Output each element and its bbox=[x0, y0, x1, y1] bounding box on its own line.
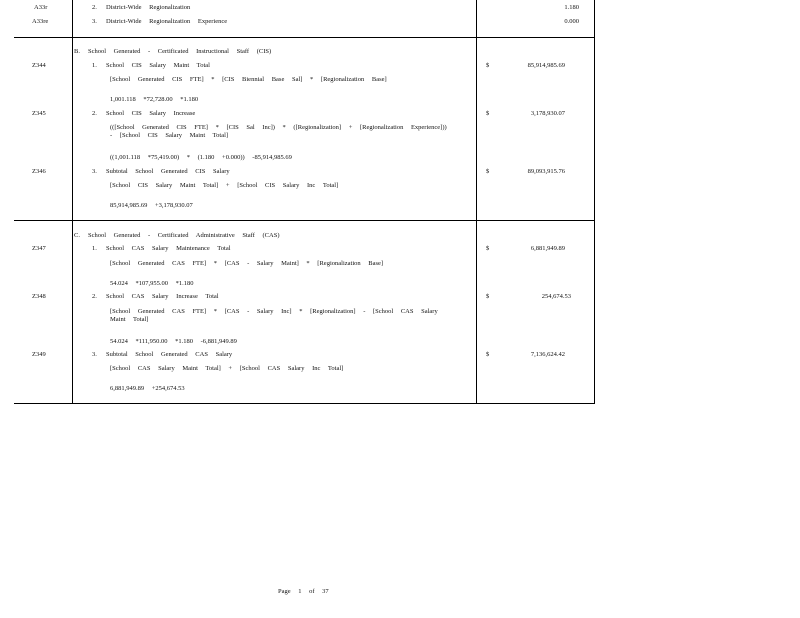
row-title: Subtotal School Generated CAS Salary bbox=[106, 351, 233, 358]
row-title: School CAS Salary Increase Total bbox=[106, 293, 219, 300]
section-divider-c bbox=[14, 220, 594, 221]
row-formula: [School Generated CAS FTE] * [CAS - Salary Inc] * [Regionalization] - [School CAS Salary Maint Total] bbox=[110, 308, 438, 323]
row-number: 2. bbox=[92, 293, 97, 300]
section-divider-b bbox=[14, 37, 594, 38]
right-border bbox=[594, 0, 595, 404]
dollar-sign: $ bbox=[486, 245, 490, 252]
row-number: 2. bbox=[92, 4, 97, 11]
table-bottom-border bbox=[14, 403, 594, 404]
row-code: Z346 bbox=[32, 168, 46, 175]
row-code: Z348 bbox=[32, 293, 46, 300]
row-value: 3,178,930.07 bbox=[530, 110, 565, 117]
dollar-sign: $ bbox=[486, 168, 490, 175]
row-title: School CIS Salary Increase bbox=[106, 110, 196, 117]
row-value: 0.000 bbox=[564, 18, 579, 25]
row-code: A33re bbox=[32, 18, 49, 25]
row-number: 2. bbox=[92, 110, 97, 117]
row-formula: [School CAS Salary Maint Total] + [School CAS Salary Inc Total] bbox=[110, 365, 344, 372]
row-code: Z344 bbox=[32, 62, 46, 69]
row-number: 1. bbox=[92, 62, 97, 69]
row-title: Subtotal School Generated CIS Salary bbox=[106, 168, 230, 175]
row-number: 3. bbox=[92, 351, 97, 358]
row-description: District-Wide Regionalization Experience bbox=[106, 18, 228, 25]
row-code: Z345 bbox=[32, 110, 46, 117]
section-title: School Generated - Certificated Administrative Staff (CAS) bbox=[88, 232, 280, 239]
row-value: 1.180 bbox=[564, 4, 579, 11]
section-letter: B. bbox=[74, 48, 80, 55]
dollar-sign: $ bbox=[486, 110, 490, 117]
row-calculation: 54.024 *107,955.00 *1.180 bbox=[110, 280, 194, 287]
row-number: 1. bbox=[92, 245, 97, 252]
dollar-sign: $ bbox=[486, 351, 490, 358]
row-formula: [School CIS Salary Maint Total] + [School CIS Salary Inc Total] bbox=[110, 182, 339, 189]
row-number: 3. bbox=[92, 168, 97, 175]
page-number: Page 1 of 37 bbox=[278, 588, 329, 595]
section-letter: C. bbox=[74, 232, 80, 239]
row-code: A33r bbox=[34, 4, 48, 11]
row-value: 254,674.53 bbox=[541, 293, 571, 300]
row-title: School CIS Salary Maint Total bbox=[106, 62, 210, 69]
row-formula: (([School Generated CIS FTE] * [CIS Sal Inc]) * ([Regionalization] + [Regionalization Experience])) - [School CIS Salary Maint Total] bbox=[110, 124, 447, 139]
dollar-sign: $ bbox=[486, 293, 490, 300]
row-value: 85,914,985.69 bbox=[527, 62, 565, 69]
row-value: 6,881,949.89 bbox=[530, 245, 565, 252]
row-formula: [School Generated CAS FTE] * [CAS - Salary Maint] * [Regionalization Base] bbox=[110, 260, 384, 267]
row-formula: [School Generated CIS FTE] * [CIS Biennial Base Sal] * [Regionalization Base] bbox=[110, 76, 387, 83]
row-number: 3. bbox=[92, 18, 97, 25]
row-calculation: 54.024 *111,950.00 *1.180 -6,881,949.89 bbox=[110, 338, 237, 345]
row-calculation: 85,914,985.69 +3,178,930.07 bbox=[110, 202, 193, 209]
row-calculation: 1,001.118 *72,728.00 *1.180 bbox=[110, 96, 199, 103]
row-calculation: ((1,001.118 *75,419.00) * (1.180 +0.000)) -85,914,985.69 bbox=[110, 154, 292, 161]
dollar-sign: $ bbox=[486, 62, 490, 69]
section-title: School Generated - Certificated Instructional Staff (CIS) bbox=[88, 48, 272, 55]
row-value: 7,136,624.42 bbox=[530, 351, 565, 358]
row-description: District-Wide Regionalization bbox=[106, 4, 191, 11]
value-column-divider bbox=[476, 0, 477, 404]
code-column-divider bbox=[72, 0, 73, 404]
row-code: Z349 bbox=[32, 351, 46, 358]
row-value: 89,093,915.76 bbox=[527, 168, 565, 175]
row-calculation: 6,881,949.89 +254,674.53 bbox=[110, 385, 185, 392]
row-title: School CAS Salary Maintenance Total bbox=[106, 245, 231, 252]
row-code: Z347 bbox=[32, 245, 46, 252]
